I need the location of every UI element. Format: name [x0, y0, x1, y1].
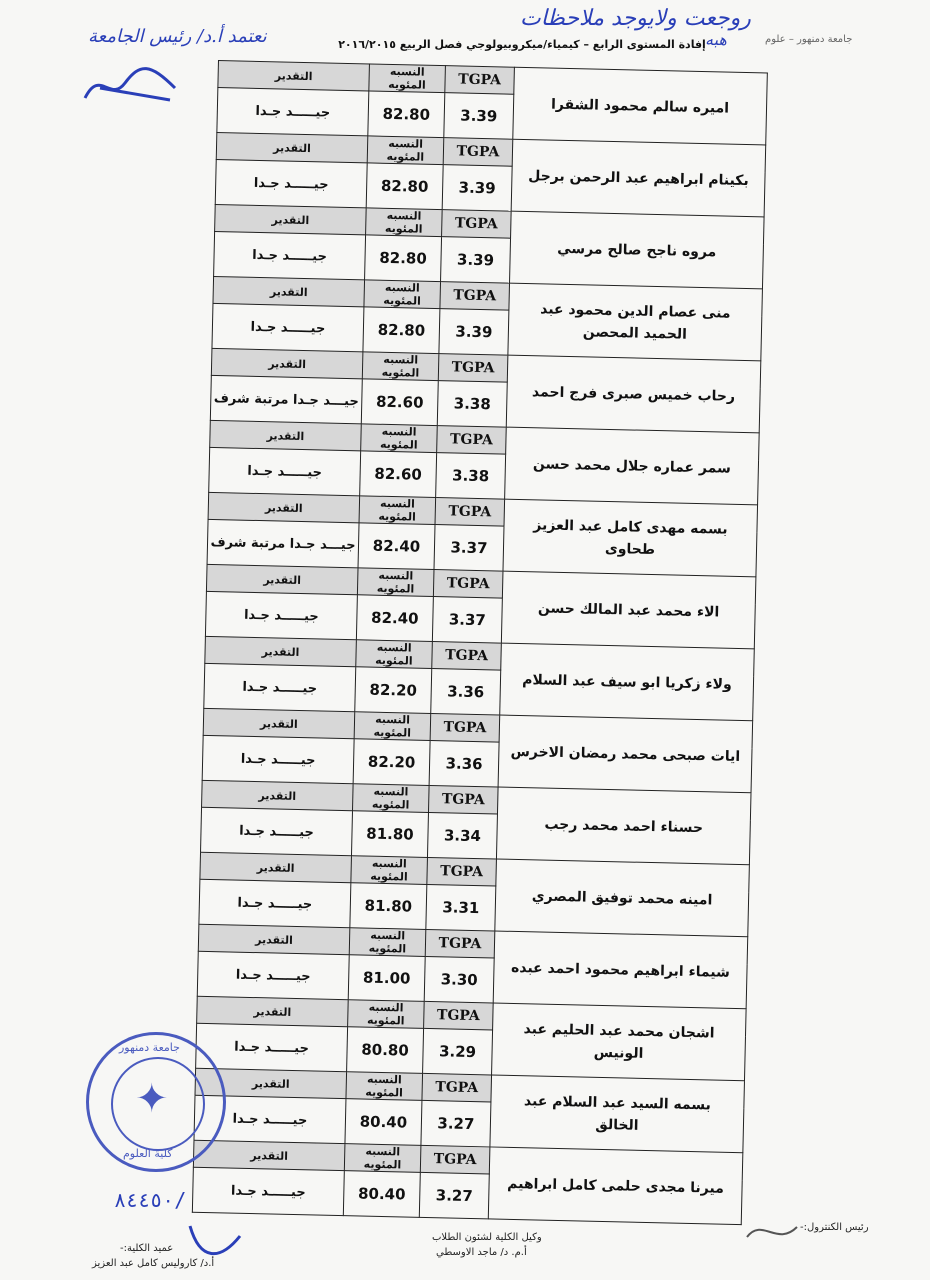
stamp-top-text: جامعة دمنهور: [119, 1041, 180, 1054]
control-head-label: رئيس الكنترول:-: [800, 1222, 869, 1233]
tgpa-header: TGPA: [437, 426, 507, 455]
handwritten-review-note: روجعت ولايوجد ملاحظات: [520, 6, 751, 31]
percent-header: النسبه المئويه: [346, 1072, 423, 1101]
percent-value: 82.80: [368, 91, 445, 138]
percent-value: 82.40: [356, 595, 433, 642]
student-name: بكينام ابراهيم عبد الرحمن برجل: [511, 139, 766, 217]
grade-header: التقدير: [198, 924, 350, 954]
grade-value: جيـــــد جـدا: [194, 1095, 346, 1143]
student-name: شيماء ابراهيم محمود احمد عبده: [493, 931, 748, 1009]
student-name: حسناء احمد محمد رجب: [496, 787, 751, 865]
tgpa-value: 3.39: [444, 93, 514, 140]
tgpa-header: TGPA: [424, 1001, 494, 1030]
faculty-stamp: [86, 1032, 226, 1172]
grade-value: جيـــــد جـدا: [202, 735, 354, 783]
grade-header: التقدير: [202, 780, 354, 810]
vice-dean-label: وكيل الكلية لشئون الطلاب: [432, 1232, 542, 1243]
tgpa-header: TGPA: [422, 1073, 492, 1102]
grade-value: جيـــــد جـدا: [201, 807, 353, 855]
student-name: رحاب خميس صبرى فرج احمد: [506, 355, 761, 433]
handwritten-number: ٨٤٤٥٠/: [114, 1188, 187, 1212]
percent-value: 82.20: [355, 667, 432, 714]
student-name: منى عصام الدين محمود عبد الحميد المحصن: [508, 283, 763, 361]
student-name: اشجان محمد عبد الحليم عبد الونيس: [492, 1003, 747, 1081]
grade-header: التقدير: [218, 61, 370, 91]
tgpa-header: TGPA: [440, 282, 510, 311]
dean-name: أ.د/ كاروليس كامل عبد العزيز: [92, 1258, 215, 1269]
dean-signature: [180, 1216, 250, 1266]
tgpa-value: 3.30: [424, 956, 494, 1003]
tgpa-value: 3.39: [442, 165, 512, 212]
student-name: امينه محمد توفيق المصري: [495, 859, 750, 937]
percent-value: 80.40: [345, 1099, 422, 1146]
percent-header: النسبه المئويه: [361, 424, 438, 453]
grade-value: جيـــــد جـدا: [204, 663, 356, 711]
tgpa-header: TGPA: [432, 642, 502, 671]
tgpa-value: 3.36: [431, 669, 501, 716]
grade-value: جيـــــد جـدا: [197, 951, 349, 999]
grade-value: جيـــــد جـدا: [199, 879, 351, 927]
percent-header: النسبه المئويه: [366, 208, 443, 237]
percent-header: النسبه المئويه: [353, 784, 430, 813]
grade-header: التقدير: [215, 204, 367, 234]
percent-header: النسبه المئويه: [348, 1000, 425, 1029]
percent-value: 81.80: [351, 811, 428, 858]
grade-header: التقدير: [208, 492, 360, 522]
dean-label: عميد الكلية:-: [120, 1243, 174, 1254]
grade-header: التقدير: [197, 996, 349, 1026]
handwritten-header-scrawl: هبه: [705, 30, 727, 49]
student-name: سمر عماره جلال محمد حسن: [505, 427, 760, 505]
grade-header: التقدير: [200, 852, 352, 882]
percent-header: النسبه المئويه: [367, 136, 444, 165]
tgpa-value: 3.27: [421, 1100, 491, 1147]
percent-value: 80.40: [343, 1171, 420, 1218]
tgpa-value: 3.37: [432, 597, 502, 644]
student-name: مروه ناجح صالح مرسي: [510, 211, 765, 289]
tgpa-header: TGPA: [445, 66, 515, 95]
student-results-table: [192, 60, 768, 1225]
percent-value: 81.80: [350, 883, 427, 930]
tgpa-header: TGPA: [427, 857, 497, 886]
tgpa-value: 3.38: [436, 453, 506, 500]
percent-value: 82.80: [365, 235, 442, 282]
grade-value: جيـــد جـدا مرتبة شرف: [210, 375, 362, 423]
grade-header: التقدير: [216, 132, 368, 162]
grade-value: جيـــد جـدا مرتبة شرف: [207, 519, 359, 567]
tgpa-value: 3.34: [427, 812, 497, 859]
percent-value: 82.80: [363, 307, 440, 354]
grade-value: جيـــــد جـدا: [196, 1023, 348, 1071]
percent-header: النسبه المئويه: [354, 712, 431, 741]
control-head-signature: [742, 1212, 802, 1252]
grade-header: التقدير: [193, 1140, 345, 1170]
approval-signature: [80, 58, 180, 108]
student-name: بسمه مهدى كامل عبد العزيز طحاوى: [503, 499, 758, 577]
tgpa-value: 3.39: [439, 309, 509, 356]
percent-header: النسبه المئويه: [344, 1144, 421, 1173]
student-name: الاء محمد عبد المالك حسن: [501, 571, 756, 649]
percent-header: النسبه المئويه: [369, 64, 446, 93]
student-name: ميرنا مجدى حلمى كامل ابراهيم: [488, 1147, 743, 1225]
grade-header: التقدير: [195, 1068, 347, 1098]
tgpa-header: TGPA: [443, 138, 513, 167]
grade-value: جيـــــد جـدا: [205, 591, 357, 639]
tgpa-value: 3.37: [434, 525, 504, 572]
student-name: بسمه السيد عبد السلام عبد الخالق: [490, 1075, 745, 1153]
tgpa-header: TGPA: [428, 785, 498, 814]
percent-header: النسبه المئويه: [359, 496, 436, 525]
tgpa-header: TGPA: [442, 210, 512, 239]
percent-value: 80.80: [347, 1027, 424, 1074]
grade-header: التقدير: [206, 564, 358, 594]
grade-header: التقدير: [211, 348, 363, 378]
page-title: إفادة المستوى الرابع – كيمياء/ميكروبيولوجي فصل الربيع ٢٠١٦/٢٠١٥: [338, 38, 706, 51]
grade-value: جيـــــد جـدا: [212, 303, 364, 351]
grade-header: التقدير: [203, 708, 355, 738]
grade-value: جيـــــد جـدا: [217, 88, 369, 136]
student-name: ولاء زكريا ابو سيف عبد السلام: [500, 643, 755, 721]
grade-value: جيـــــد جـدا: [209, 447, 361, 495]
student-name: اميره سالم محمود الشقرا: [513, 67, 768, 145]
percent-header: النسبه المئويه: [364, 280, 441, 309]
percent-header: النسبه المئويه: [357, 568, 434, 597]
stamp-bottom-text: كلية العلوم: [123, 1147, 173, 1160]
grade-value: جيـــــد جـدا: [192, 1167, 344, 1215]
grade-value: جيـــــد جـدا: [214, 231, 366, 279]
tgpa-value: 3.36: [429, 740, 499, 787]
tgpa-header: TGPA: [425, 929, 495, 958]
percent-value: 82.60: [361, 379, 438, 426]
grade-header: التقدير: [210, 420, 362, 450]
tgpa-header: TGPA: [438, 354, 508, 383]
percent-value: 82.40: [358, 523, 435, 570]
grade-header: التقدير: [213, 276, 365, 306]
tgpa-value: 3.27: [419, 1172, 489, 1219]
percent-header: النسبه المئويه: [351, 856, 428, 885]
percent-header: النسبه المئويه: [356, 640, 433, 669]
tgpa-header: TGPA: [433, 570, 503, 599]
tgpa-value: 3.31: [426, 884, 496, 931]
percent-header: النسبه المئويه: [349, 928, 426, 957]
header-faded-prefix: جامعة دمنهور – علوم: [765, 34, 853, 45]
handwritten-approval-note: نعتمد أ.د/ رئيس الجامعة: [88, 26, 267, 47]
tgpa-header: TGPA: [435, 498, 505, 527]
tgpa-header: TGPA: [420, 1145, 490, 1174]
tgpa-value: 3.38: [437, 381, 507, 428]
tgpa-header: TGPA: [430, 713, 500, 742]
tgpa-value: 3.39: [441, 237, 511, 284]
grade-value: جيـــــد جـدا: [215, 159, 367, 207]
percent-value: 81.00: [348, 955, 425, 1002]
student-name: ايات صبحى محمد رمضان الاخرس: [498, 715, 753, 793]
percent-header: النسبه المئويه: [362, 352, 439, 381]
eagle-emblem-icon: ✦: [135, 1076, 169, 1122]
percent-value: 82.60: [360, 451, 437, 498]
percent-value: 82.80: [366, 163, 443, 210]
tgpa-value: 3.29: [423, 1028, 493, 1075]
percent-value: 82.20: [353, 739, 430, 786]
grade-header: التقدير: [205, 636, 357, 666]
vice-dean-name: أ.م. د/ ماجد الاوسطي: [436, 1247, 527, 1258]
